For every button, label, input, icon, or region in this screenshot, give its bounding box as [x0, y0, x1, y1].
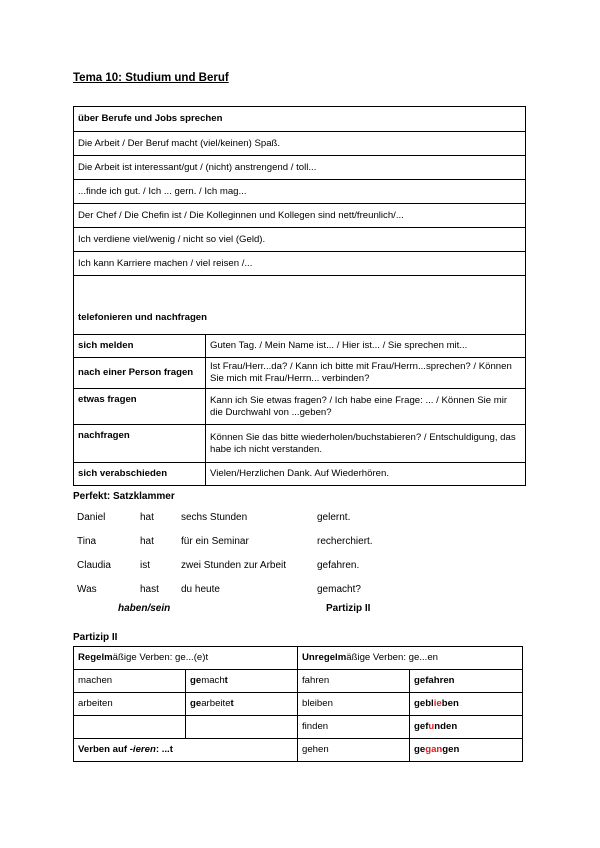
phrase-row: Die Arbeit ist interessant/gut / (nicht) anstrengend / toll...: [74, 156, 526, 180]
infinitive: gehen: [298, 739, 410, 762]
irregular-header: Unregelmäßige Verben: ge...en: [298, 647, 523, 670]
perfekt-middle: du heute: [181, 584, 220, 595]
phrases-table: [73, 106, 526, 486]
phone-text: Vielen/Herzlichen Dank. Auf Wiederhören.: [206, 463, 526, 486]
participle: gefahren: [410, 670, 523, 693]
empty-cell: [186, 716, 298, 739]
participle: geblieben: [410, 693, 523, 716]
phone-text: Können Sie das bitte wiederholen/buchstabieren? / Entschuldigung, das habe ich nicht verstanden.: [206, 425, 526, 463]
infinitive: finden: [298, 716, 410, 739]
perfekt-aux: hat: [140, 512, 154, 523]
phrase-row: ...finde ich gut. / Ich ... gern. / Ich mag...: [74, 180, 526, 204]
section-heading-phone: telefonieren und nachfragen: [74, 276, 526, 335]
phrase-row: Ich kann Karriere machen / viel reisen /...: [74, 252, 526, 276]
phrase-row: Ich verdiene viel/wenig / nicht so viel (Geld).: [74, 228, 526, 252]
perfekt-aux: hat: [140, 536, 154, 547]
infinitive: machen: [74, 670, 186, 693]
perfekt-participle: gefahren.: [317, 560, 360, 571]
phrase-row: Der Chef / Die Chefin ist / Die Kolleginnen und Kollegen sind nett/freunlich/...: [74, 204, 526, 228]
perfekt-middle: für ein Seminar: [181, 536, 249, 547]
participle: gegangen: [410, 739, 523, 762]
label-haben-sein: haben/sein: [118, 603, 171, 614]
phone-label: etwas fragen: [74, 389, 206, 425]
regular-header: Regelmäßige Verben: ge...(e)t: [74, 647, 298, 670]
perfekt-participle: gemacht?: [317, 584, 361, 595]
perfekt-subject: Claudia: [77, 560, 111, 571]
perfekt-aux: ist: [140, 560, 150, 571]
infinitive: arbeiten: [74, 693, 186, 716]
perfekt-aux: hast: [140, 584, 159, 595]
phone-text: Guten Tag. / Mein Name ist... / Hier ist... / Sie sprechen mit...: [206, 335, 526, 358]
perfekt-middle: sechs Stunden: [181, 512, 248, 523]
partizip-heading: Partizip II: [73, 632, 118, 643]
perfekt-subject: Was: [77, 584, 97, 595]
page-title: Tema 10: Studium und Beruf: [73, 72, 229, 84]
empty-cell: [74, 716, 186, 739]
perfekt-middle: zwei Stunden zur Arbeit: [181, 560, 287, 571]
label-partizip: Partizip II: [326, 603, 371, 614]
phone-label: sich verabschieden: [74, 463, 206, 486]
participle: gearbeitet: [186, 693, 298, 716]
phone-label: sich melden: [74, 335, 206, 358]
participle: gefunden: [410, 716, 523, 739]
ieren-row: Verben auf -ieren: ...t: [74, 739, 298, 762]
perfekt-heading: Perfekt: Satzklammer: [73, 491, 175, 502]
phone-label: nachfragen: [74, 425, 206, 463]
perfekt-participle: recherchiert.: [317, 536, 373, 547]
phone-label: nach einer Person fragen: [74, 358, 206, 389]
perfekt-subject: Daniel: [77, 512, 106, 523]
phrase-row: Die Arbeit / Der Beruf macht (viel/keinen) Spaß.: [74, 132, 526, 156]
perfekt-subject: Tina: [77, 536, 97, 547]
partizip-table: [73, 646, 523, 762]
infinitive: fahren: [298, 670, 410, 693]
phone-text: Kann ich Sie etwas fragen? / Ich habe eine Frage: ... / Können Sie mir die Durchwahl von ...geben?: [206, 389, 526, 425]
section-heading-jobs: über Berufe und Jobs sprechen: [74, 107, 526, 132]
phone-text: Ist Frau/Herr...da? / Kann ich bitte mit Frau/Herrn...sprechen? / Können Sie mich mit Frau/Herrn... verbinden?: [206, 358, 526, 389]
infinitive: bleiben: [298, 693, 410, 716]
participle: gemacht: [186, 670, 298, 693]
perfekt-participle: gelernt.: [317, 512, 351, 523]
